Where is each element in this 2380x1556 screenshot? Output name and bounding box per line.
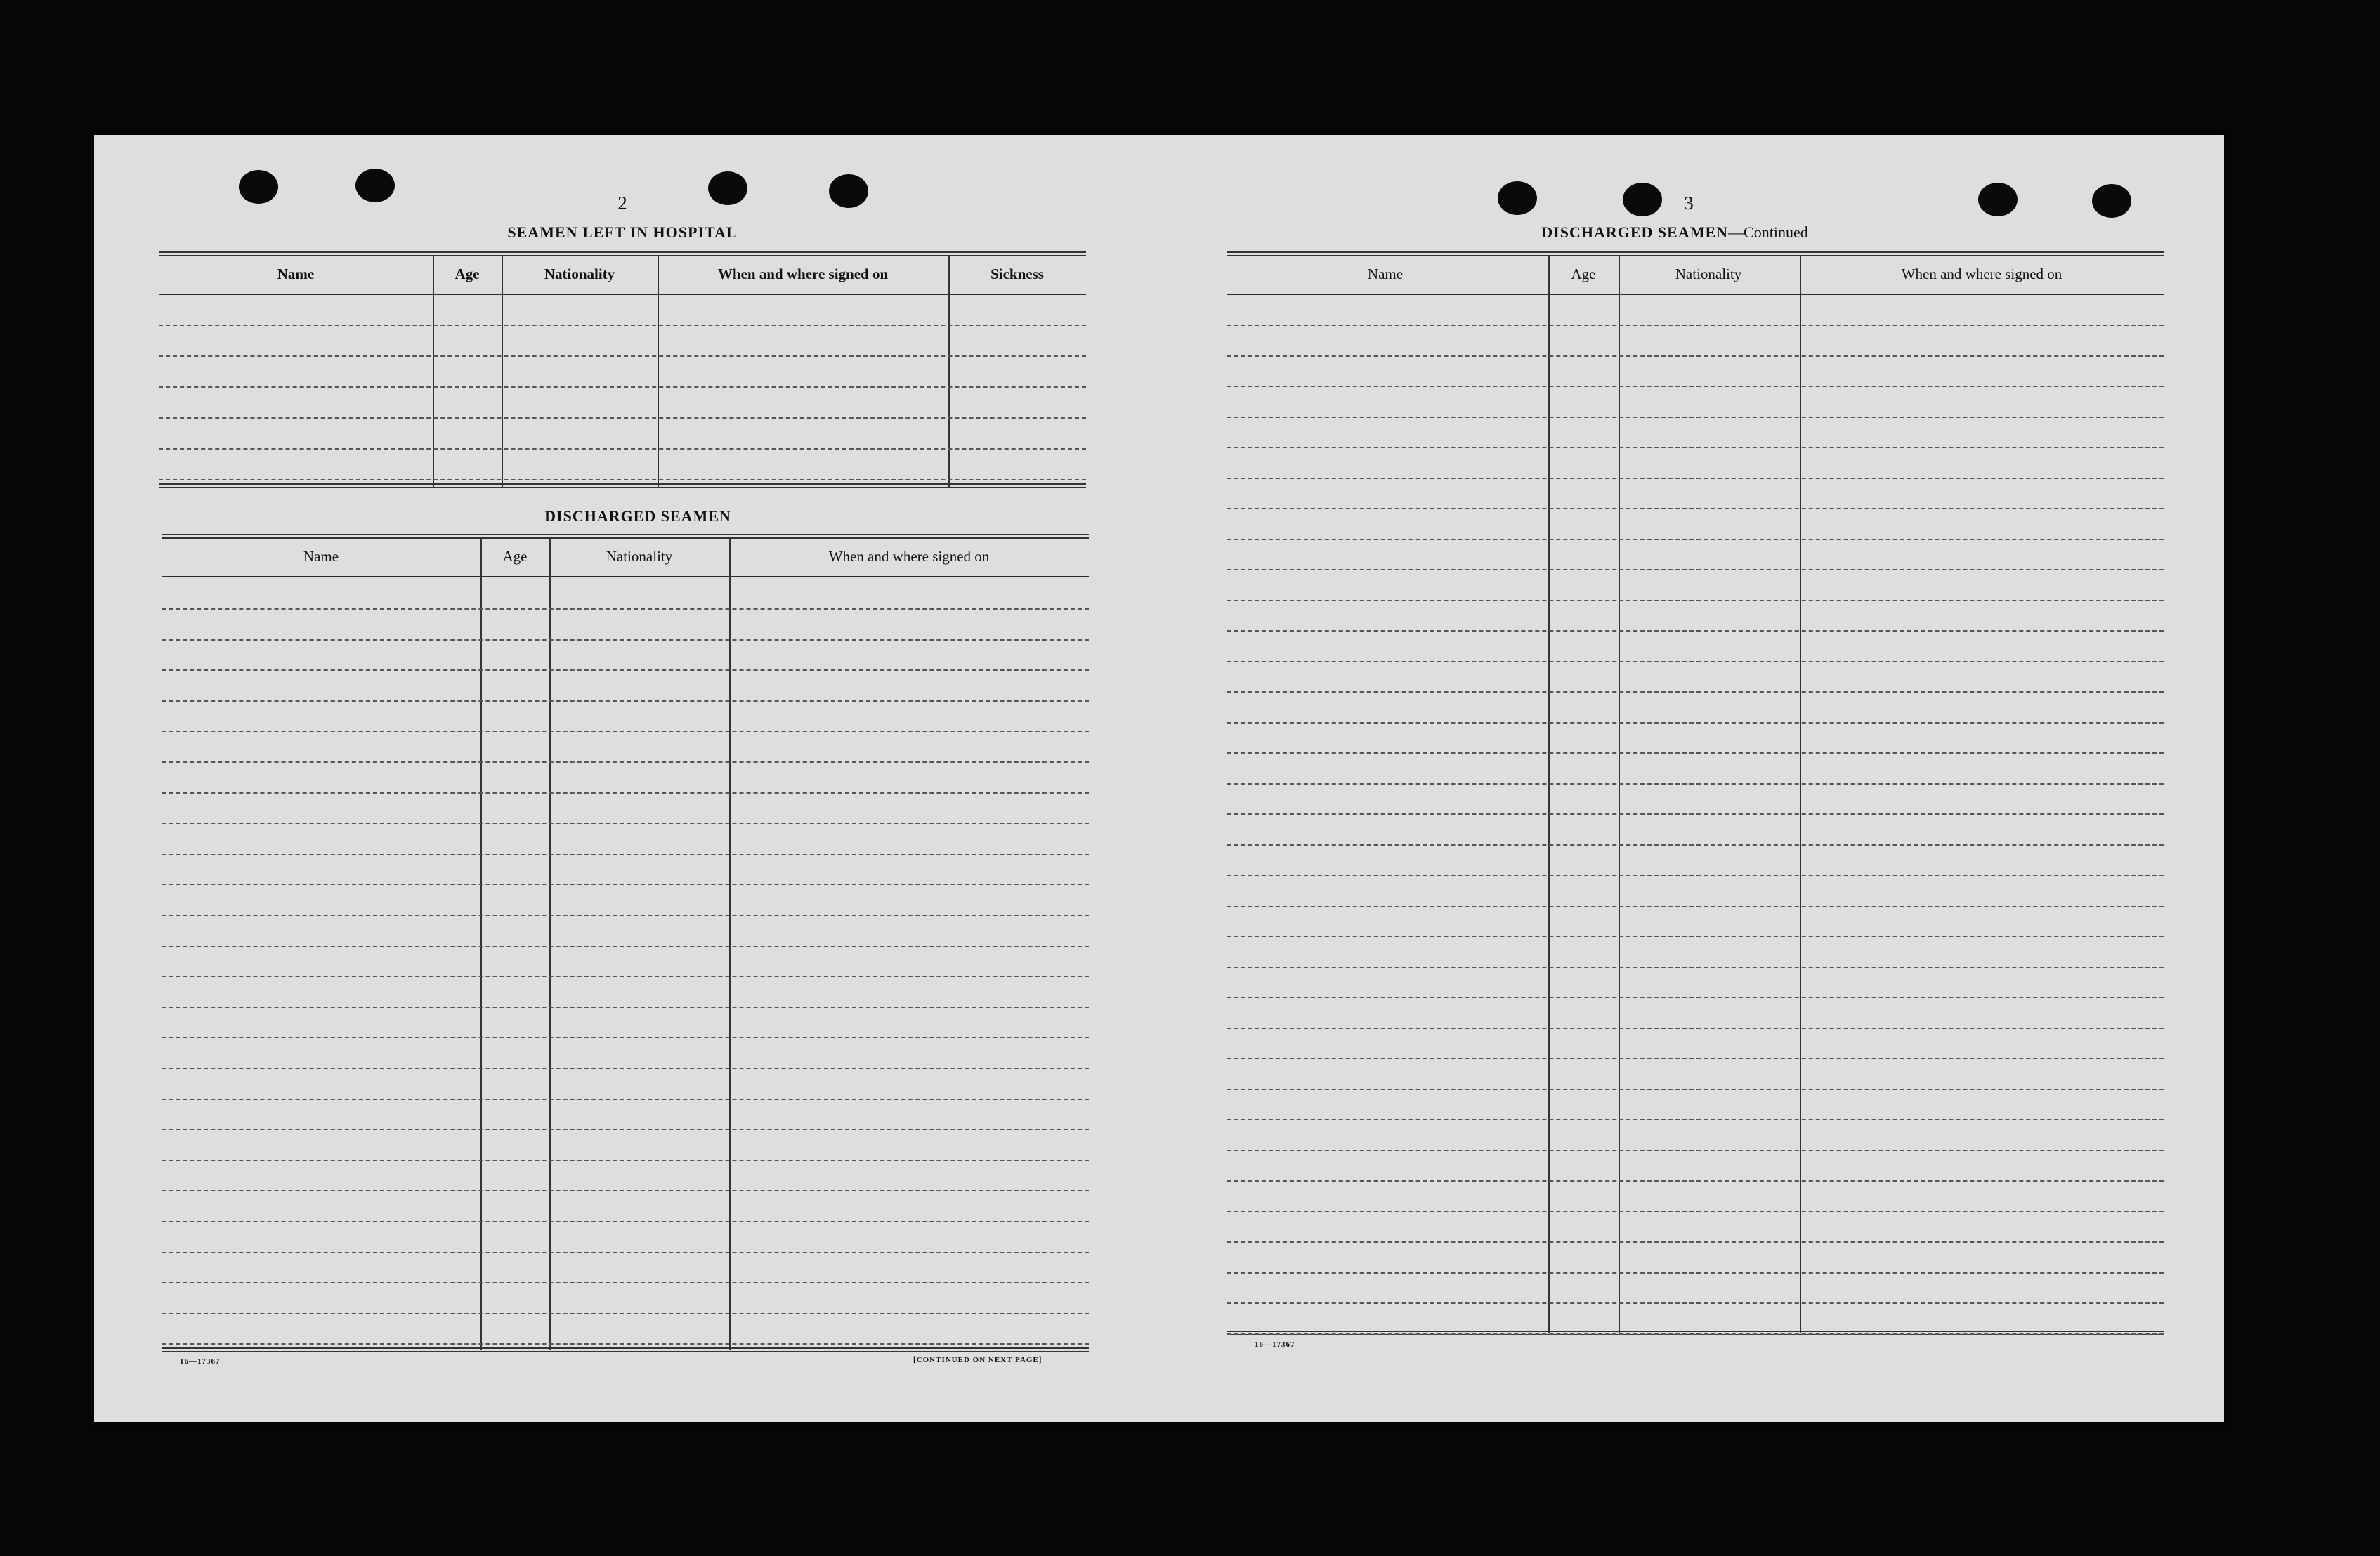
table-row bbox=[1227, 478, 2164, 479]
table-row bbox=[1227, 539, 2164, 540]
discharged-table bbox=[162, 534, 1089, 1352]
table-row bbox=[162, 1068, 1089, 1069]
table-row bbox=[162, 1221, 1089, 1222]
table-row bbox=[159, 325, 1086, 326]
table-row bbox=[162, 1313, 1089, 1314]
table-row bbox=[1227, 722, 2164, 724]
table-row bbox=[162, 1099, 1089, 1100]
table-row bbox=[1227, 906, 2164, 907]
table-row bbox=[1227, 386, 2164, 387]
left-form-number: 16—17367 bbox=[180, 1357, 221, 1366]
table-row bbox=[1227, 813, 2164, 815]
table-row bbox=[1227, 325, 2164, 326]
column-divider bbox=[502, 256, 503, 488]
table-row bbox=[1227, 691, 2164, 693]
column-divider bbox=[480, 538, 482, 1350]
table-row bbox=[1227, 752, 2164, 754]
table-row bbox=[1227, 1058, 2164, 1059]
column-divider bbox=[433, 256, 434, 488]
discharged-continued-title-main: DISCHARGED SEAMEN bbox=[1541, 223, 1729, 241]
punch-hole bbox=[239, 170, 278, 204]
table-top-rule bbox=[1227, 251, 2164, 256]
table-row bbox=[1227, 844, 2164, 846]
column-divider bbox=[948, 256, 950, 488]
table-row bbox=[162, 976, 1089, 977]
table-bottom-rule bbox=[159, 483, 1086, 488]
table-row bbox=[162, 700, 1089, 702]
table-row bbox=[1227, 1180, 2164, 1182]
table-row bbox=[162, 915, 1089, 916]
col-header-name: Name bbox=[277, 266, 315, 282]
table-row bbox=[1227, 997, 2164, 998]
table-row bbox=[1227, 1119, 2164, 1120]
table-row bbox=[162, 792, 1089, 794]
column-divider bbox=[729, 538, 731, 1350]
header-bottom-rule bbox=[1227, 294, 2164, 295]
table-row bbox=[162, 639, 1089, 641]
col-header-nationality: Nationality bbox=[1675, 266, 1742, 282]
table-row bbox=[162, 854, 1089, 855]
table-row bbox=[162, 1037, 1089, 1038]
table-row bbox=[1227, 600, 2164, 601]
table-row bbox=[159, 417, 1086, 419]
table-row bbox=[159, 386, 1086, 388]
table-row bbox=[1227, 569, 2164, 570]
table-row bbox=[162, 669, 1089, 671]
table-row bbox=[1227, 967, 2164, 968]
table-row bbox=[1227, 1028, 2164, 1029]
table-row bbox=[1227, 661, 2164, 662]
table-row bbox=[162, 1160, 1089, 1161]
punch-hole bbox=[708, 171, 747, 205]
hospital-section-title: SEAMEN LEFT IN HOSPITAL bbox=[507, 223, 738, 241]
col-header-sickness: Sickness bbox=[990, 266, 1044, 282]
table-row bbox=[162, 1007, 1089, 1008]
table-row bbox=[162, 608, 1089, 610]
column-divider bbox=[549, 538, 551, 1350]
table-row bbox=[162, 1282, 1089, 1283]
table-row bbox=[1227, 1302, 2164, 1304]
right-form-number: 16—17367 bbox=[1255, 1340, 1295, 1349]
header-bottom-rule bbox=[162, 576, 1089, 577]
table-row bbox=[1227, 355, 2164, 357]
continued-note: [CONTINUED ON NEXT PAGE] bbox=[913, 1356, 1042, 1364]
table-row bbox=[162, 761, 1089, 763]
table-row bbox=[162, 884, 1089, 885]
table-row bbox=[1227, 630, 2164, 632]
punch-hole bbox=[2092, 184, 2131, 218]
col-header-nationality: Nationality bbox=[544, 266, 615, 282]
col-header-age: Age bbox=[1571, 266, 1596, 282]
col-header-nationality: Nationality bbox=[606, 548, 673, 565]
table-row bbox=[1227, 1211, 2164, 1212]
table-top-rule bbox=[159, 251, 1086, 256]
col-header-name: Name bbox=[303, 548, 339, 565]
punch-hole bbox=[1978, 183, 2018, 216]
table-row bbox=[1227, 1150, 2164, 1151]
left-page-number: 2 bbox=[617, 192, 627, 214]
discharged-continued-title bbox=[1541, 223, 1807, 242]
table-row bbox=[159, 355, 1086, 357]
table-row bbox=[162, 731, 1089, 732]
col-header-when-where: When and where signed on bbox=[717, 266, 889, 282]
col-header-when-where: When and where signed on bbox=[1901, 266, 2062, 282]
table-row bbox=[162, 823, 1089, 824]
discharged-section-title: DISCHARGED SEAMEN bbox=[544, 507, 731, 525]
table-row bbox=[162, 1343, 1089, 1345]
col-header-age: Age bbox=[502, 548, 528, 565]
table-row bbox=[1227, 417, 2164, 418]
table-row bbox=[1227, 875, 2164, 876]
table-row bbox=[1227, 508, 2164, 509]
punch-hole bbox=[829, 174, 868, 208]
table-bottom-rule bbox=[162, 1347, 1089, 1352]
header-bottom-rule bbox=[159, 294, 1086, 295]
punch-hole bbox=[1623, 183, 1662, 216]
col-header-when-where: When and where signed on bbox=[828, 548, 990, 565]
hospital-table bbox=[159, 251, 1086, 488]
col-header-name: Name bbox=[1367, 266, 1404, 282]
table-row bbox=[1227, 1272, 2164, 1274]
table-row bbox=[162, 1190, 1089, 1191]
discharged-continued-table bbox=[1227, 251, 2164, 1335]
table-row bbox=[159, 479, 1086, 480]
discharged-continued-suffix: —Continued bbox=[1728, 223, 1808, 241]
column-divider bbox=[658, 256, 659, 488]
table-row bbox=[162, 1129, 1089, 1130]
punch-hole bbox=[1498, 181, 1537, 215]
right-page-number: 3 bbox=[1684, 192, 1694, 214]
table-row bbox=[1227, 447, 2164, 448]
punch-hole bbox=[355, 169, 395, 202]
table-row bbox=[1227, 783, 2164, 785]
table-row bbox=[162, 946, 1089, 947]
table-row bbox=[1227, 936, 2164, 937]
table-row bbox=[1227, 1333, 2164, 1335]
table-row bbox=[1227, 1241, 2164, 1243]
col-header-age: Age bbox=[455, 266, 480, 282]
table-row bbox=[159, 448, 1086, 450]
document-sheet bbox=[94, 135, 2224, 1422]
table-top-rule bbox=[162, 534, 1089, 539]
table-row bbox=[1227, 1089, 2164, 1090]
table-row bbox=[162, 1252, 1089, 1253]
